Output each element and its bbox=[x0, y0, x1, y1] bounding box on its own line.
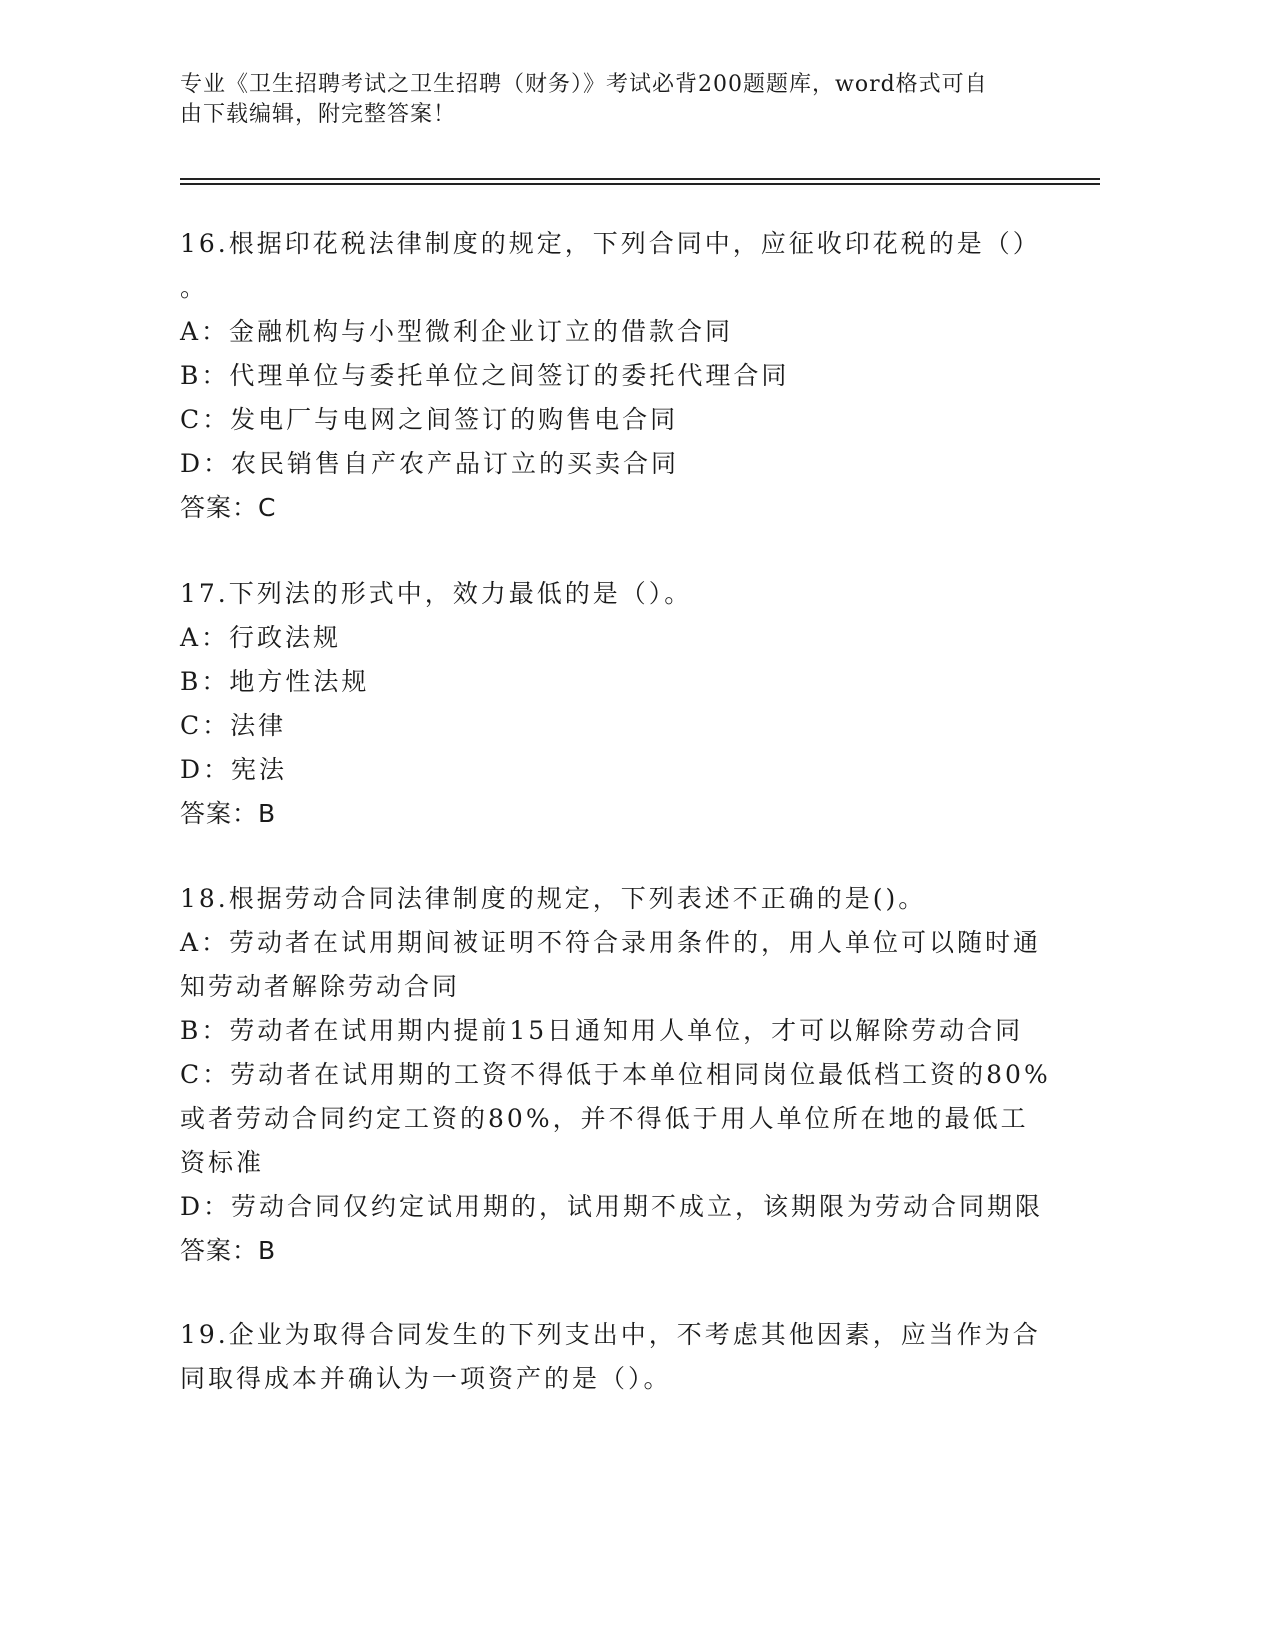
option-b: B：地方性法规 bbox=[180, 667, 370, 696]
answer: 答案：B bbox=[180, 1236, 277, 1265]
option-c: C：劳动者在试用期的工资不得低于本单位相同岗位最低档工资的80% bbox=[180, 1060, 1051, 1089]
header-line-2: 由下载编辑，附完整答案！ bbox=[180, 102, 457, 127]
question-stem-continuation: 同取得成本并确认为一项资产的是（）。 bbox=[180, 1364, 672, 1393]
question-16 bbox=[180, 222, 1060, 530]
option-d: D：宪法 bbox=[180, 755, 288, 784]
option-d: D：农民销售自产农产品订立的买卖合同 bbox=[180, 449, 680, 478]
question-stem: 16.根据印花税法律制度的规定，下列合同中，应征收印花税的是（） bbox=[180, 229, 1041, 258]
question-17 bbox=[180, 572, 1060, 836]
option-a: A：劳动者在试用期间被证明不符合录用条件的，用人单位可以随时通 bbox=[180, 928, 1042, 957]
option-c-continuation: 或者劳动合同约定工资的80%，并不得低于用人单位所在地的最低工 bbox=[180, 1104, 1029, 1133]
option-c-continuation: 资标准 bbox=[180, 1148, 265, 1177]
question-stem-continuation: 。 bbox=[180, 273, 209, 302]
header-divider-top bbox=[180, 178, 1100, 180]
option-a: A：行政法规 bbox=[180, 623, 342, 652]
document-header bbox=[180, 70, 1060, 130]
option-b: B：代理单位与委托单位之间签订的委托代理合同 bbox=[180, 361, 790, 390]
header-line-1: 专业《卫生招聘考试之卫生招聘（财务）》考试必背200题题库，word格式可自 bbox=[180, 72, 988, 97]
option-a-continuation: 知劳动者解除劳动合同 bbox=[180, 972, 461, 1001]
question-stem: 17.下列法的形式中，效力最低的是（）。 bbox=[180, 579, 693, 608]
question-19 bbox=[180, 1313, 1060, 1401]
answer: 答案：C bbox=[180, 493, 277, 522]
question-stem: 18.根据劳动合同法律制度的规定，下列表述不正确的是()。 bbox=[180, 884, 927, 913]
question-18 bbox=[180, 877, 1060, 1273]
answer: 答案：B bbox=[180, 799, 277, 828]
question-stem: 19.企业为取得合同发生的下列支出中，不考虑其他因素，应当作为合 bbox=[180, 1320, 1041, 1349]
option-c: C：法律 bbox=[180, 711, 287, 740]
option-b: B：劳动者在试用期内提前15日通知用人单位，才可以解除劳动合同 bbox=[180, 1016, 1024, 1045]
option-a: A：金融机构与小型微利企业订立的借款合同 bbox=[180, 317, 734, 346]
header-divider-bottom bbox=[180, 183, 1100, 185]
option-c: C：发电厂与电网之间签订的购售电合同 bbox=[180, 405, 679, 434]
option-d: D：劳动合同仅约定试用期的，试用期不成立，该期限为劳动合同期限 bbox=[180, 1192, 1044, 1221]
